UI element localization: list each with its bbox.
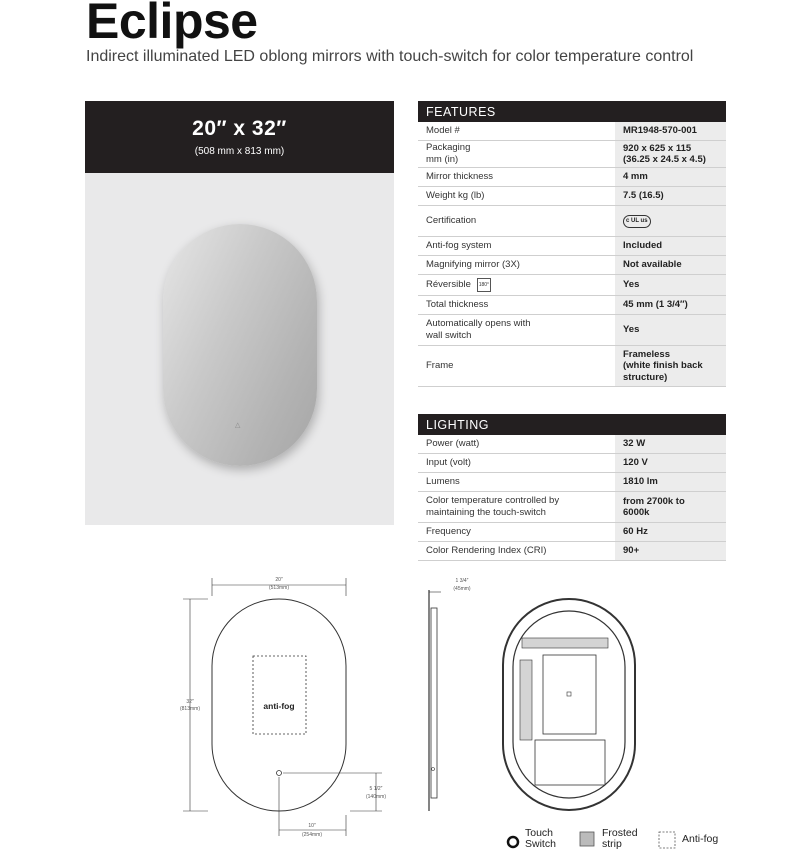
spec-value: 120 V xyxy=(614,454,726,472)
back-antifog-pad xyxy=(543,655,596,734)
spec-label: Réversible 180° xyxy=(426,279,490,290)
spec-value: Yes xyxy=(614,275,726,295)
touch-switch-marker xyxy=(277,771,282,776)
spec-value: 7.5 (16.5) xyxy=(614,187,726,205)
spec-label: Model # xyxy=(426,125,460,136)
features-heading: FEATURES xyxy=(418,101,726,122)
legend-frosted-icon xyxy=(580,832,594,846)
dim-width-mm-label: (513mm) xyxy=(268,585,290,591)
legend-touch-icon xyxy=(508,837,518,847)
dim-bottom-mm-label: (254mm) xyxy=(301,832,323,838)
dim-depth-label: 1 3/4″ xyxy=(455,578,469,584)
certification-icon: c UL us xyxy=(623,215,651,228)
spec-label: Color Rendering Index (CRI) xyxy=(426,545,547,556)
page-title: Eclipse xyxy=(86,0,258,49)
dim-side-mm-label: (140mm) xyxy=(365,794,387,800)
page-subtitle: Indirect illuminated LED oblong mirrors with touch-switch for color temperature control xyxy=(86,48,694,65)
spec-value: Included xyxy=(614,237,726,255)
spec-label: Weight kg (lb) xyxy=(426,190,485,201)
spec-value: 4 mm xyxy=(614,168,726,186)
spec-label: Magnifying mirror (3X) xyxy=(426,259,520,270)
spec-value: 60 Hz xyxy=(614,523,726,541)
spec-label: Total thickness xyxy=(426,299,489,310)
legend-frosted-strip: Frosted strip xyxy=(602,827,638,850)
spec-value: from 2700k to 6000k xyxy=(614,492,726,522)
spec-label: Packaging mm (in) xyxy=(426,142,471,165)
spec-label: Color temperature controlled by maintaining the touch-switch xyxy=(426,495,560,518)
spec-label: Frequency xyxy=(426,526,471,537)
touch-switch-icon: △ xyxy=(235,422,241,429)
legend-touch-switch: Touch Switch xyxy=(525,827,556,850)
dim-depth-mm-label: (45mm) xyxy=(453,586,471,592)
spec-label: Certification xyxy=(426,215,477,226)
back-view-drawing xyxy=(503,599,635,810)
spec-label: Mirror thickness xyxy=(426,171,494,182)
spec-label: Lumens xyxy=(426,476,460,487)
dim-height-label: 32″ xyxy=(186,699,194,705)
spec-label: Frame xyxy=(426,360,454,371)
spec-value: 920 x 625 x 115 (36.25 x 24.5 x 4.5) xyxy=(614,141,726,167)
antifog-zone xyxy=(253,656,306,734)
back-driver-box xyxy=(535,740,605,785)
spec-label: Power (watt) xyxy=(426,438,480,449)
spec-value: 90+ xyxy=(614,542,726,560)
legend-antifog-icon xyxy=(659,832,675,848)
legend-anti-fog: Anti-fog xyxy=(682,833,719,845)
size-metric: (508 mm x 813 mm) xyxy=(194,146,285,157)
spec-value: Not available xyxy=(614,256,726,274)
dim-width-label: 20″ xyxy=(275,577,283,583)
dim-height-mm-label: (813mm) xyxy=(179,706,201,712)
spec-value: 32 W xyxy=(614,435,726,453)
size-imperial: 20″ x 32″ xyxy=(192,117,287,140)
dim-side-label: 5 1/2″ xyxy=(369,786,383,792)
lighting-heading: LIGHTING xyxy=(418,414,726,435)
spec-value: 45 mm (1 3/4″) xyxy=(614,296,726,314)
spec-value: Yes xyxy=(614,315,726,345)
spec-label: Automatically opens with wall switch xyxy=(426,318,531,341)
dim-bottom-label: 10″ xyxy=(308,823,316,829)
reversible-icon: 180° xyxy=(477,278,491,292)
spec-label: Anti-fog system xyxy=(426,240,492,251)
side-view-drawing xyxy=(429,590,441,811)
antifog-label: anti-fog xyxy=(263,701,295,711)
spec-value: MR1948-570-001 xyxy=(614,122,726,140)
frosted-strip-side xyxy=(520,660,532,740)
spec-value: 1810 lm xyxy=(614,473,726,491)
spec-label: Input (volt) xyxy=(426,457,471,468)
frosted-strip-top xyxy=(522,638,608,648)
spec-value: Frameless (white finish back structure) xyxy=(614,346,726,386)
